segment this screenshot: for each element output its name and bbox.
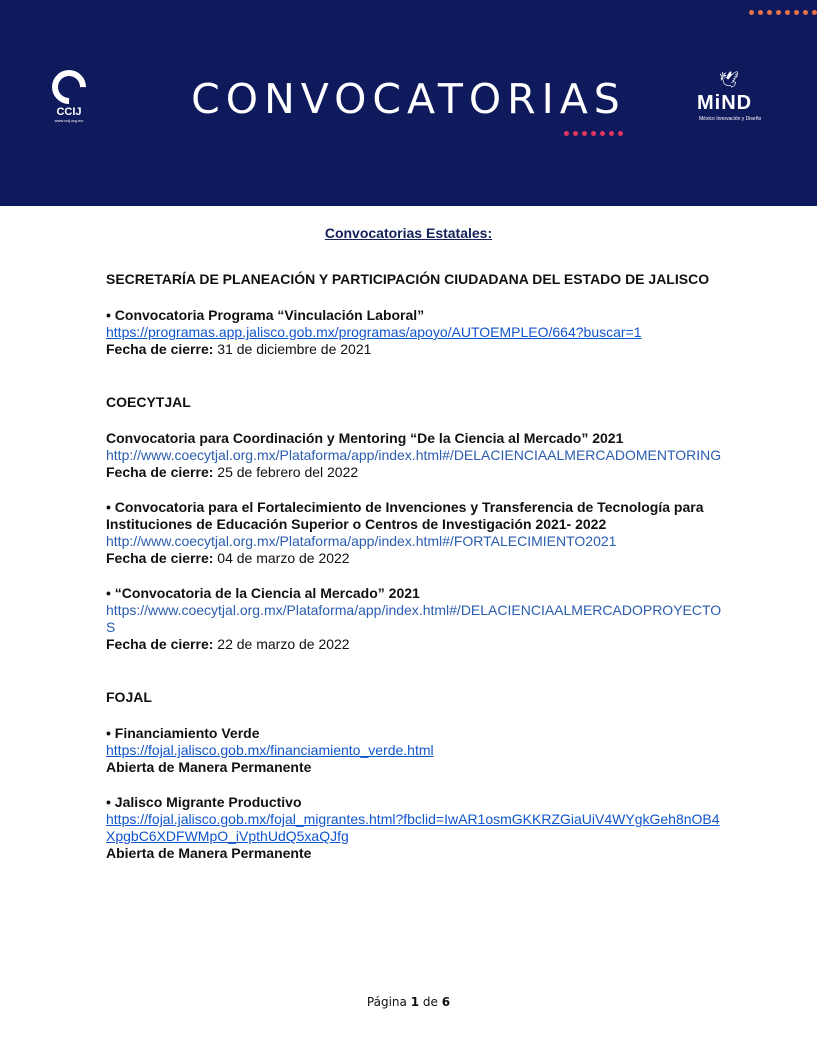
closing-date: [106, 636, 726, 653]
section-title: Convocatorias Estatales:: [324, 225, 493, 241]
call-link[interactable]: https://programas.app.jalisco.gob.mx/programas/apoyo/AUTOEMPLEO/664?buscar=1: [106, 324, 642, 340]
closing-date-label: Abierta de Manera Permanente: [106, 759, 312, 775]
closing-date-label: Fecha de cierre:: [106, 550, 214, 566]
closing-date-label: Fecha de cierre:: [106, 341, 214, 357]
organization-name: SECRETARÍA DE PLANEACIÓN Y PARTICIPACIÓN CIUDADANA DEL ESTADO DE JALISCO: [106, 271, 710, 287]
decorative-dots-title: [564, 131, 623, 136]
call-link[interactable]: http://www.coecytjal.org.mx/Plataforma/app/index.html#/DELACIENCIAALMERCADOMENTORING: [106, 447, 722, 463]
closing-date-value: 25 de febrero del 2022: [213, 464, 359, 480]
page-footer: [0, 995, 817, 1009]
call-link[interactable]: http://www.coecytjal.org.mx/Plataforma/app/index.html#/FORTALECIMIENTO2021: [106, 533, 617, 549]
call-title: • Convocatoria para el Fortalecimiento de Invenciones y Transferencia de Tecnología para Instituciones de Educación Superior o Centros de Investigación 2021- 2022: [106, 499, 704, 532]
closing-date-value: 04 de marzo de 2022: [213, 550, 350, 566]
closing-date: [106, 464, 726, 481]
call-entry: [106, 585, 726, 653]
mind-logo-subtitle: México Innovación y Diseño: [699, 116, 762, 122]
organization-name: COECYTJAL: [106, 394, 191, 410]
call-entry: [106, 430, 726, 481]
document-body: [106, 271, 726, 862]
call-entry: [106, 725, 726, 776]
footer-page-number: 1: [410, 995, 420, 1009]
closing-date-label: Fecha de cierre:: [106, 636, 214, 652]
call-link[interactable]: https://fojal.jalisco.gob.mx/financiamiento_verde.html: [106, 742, 434, 758]
call-link[interactable]: https://www.coecytjal.org.mx/Plataforma/app/index.html#/DELACIENCIAALMERCADOPROYECTOS: [106, 602, 722, 635]
closing-date-value: 31 de diciembre de 2021: [213, 341, 372, 357]
organization-section: [106, 271, 726, 358]
footer-prefix: Página: [366, 995, 411, 1009]
ccij-logo-text: CCIJ: [56, 106, 82, 118]
footer-middle: de: [419, 995, 442, 1009]
closing-date-value: 22 de marzo de 2022: [213, 636, 350, 652]
closing-date: [106, 341, 726, 358]
header-banner: [0, 0, 817, 206]
organization-section: [106, 689, 726, 862]
bird-icon: 🕊: [719, 72, 740, 89]
call-entry: [106, 499, 726, 567]
mind-logo-text: MiND: [697, 92, 753, 114]
call-title: • Convocatoria Programa “Vinculación Laboral”: [106, 307, 425, 323]
call-title: Convocatoria para Coordinación y Mentoring “De la Ciencia al Mercado” 2021: [106, 430, 624, 446]
call-entry: [106, 307, 726, 358]
closing-date: [106, 550, 726, 567]
organization-section: [106, 394, 726, 653]
call-entry: [106, 794, 726, 862]
call-title: • Jalisco Migrante Productivo: [106, 794, 302, 810]
closing-date: [106, 759, 726, 776]
call-link[interactable]: https://fojal.jalisco.gob.mx/fojal_migrantes.html?fbclid=IwAR1osmGKKRZGiaUiV4WYgkGeh8nOB4XpgbC6XDFWMpO_iVpthUdQ5xaQJfg: [106, 811, 720, 844]
footer-total-pages: 6: [441, 995, 451, 1009]
ccij-logo-url: www.ccij.org.mx: [54, 118, 84, 123]
call-title: • Financiamiento Verde: [106, 725, 260, 741]
page-title: CONVOCATORIAS: [191, 75, 626, 123]
call-title: • “Convocatoria de la Ciencia al Mercado” 2021: [106, 585, 420, 601]
closing-date: [106, 845, 726, 862]
decorative-dots-top: [749, 10, 817, 15]
organization-name: FOJAL: [106, 689, 152, 705]
mind-logo: [697, 72, 777, 127]
closing-date-label: Fecha de cierre:: [106, 464, 214, 480]
closing-date-label: Abierta de Manera Permanente: [106, 845, 312, 861]
